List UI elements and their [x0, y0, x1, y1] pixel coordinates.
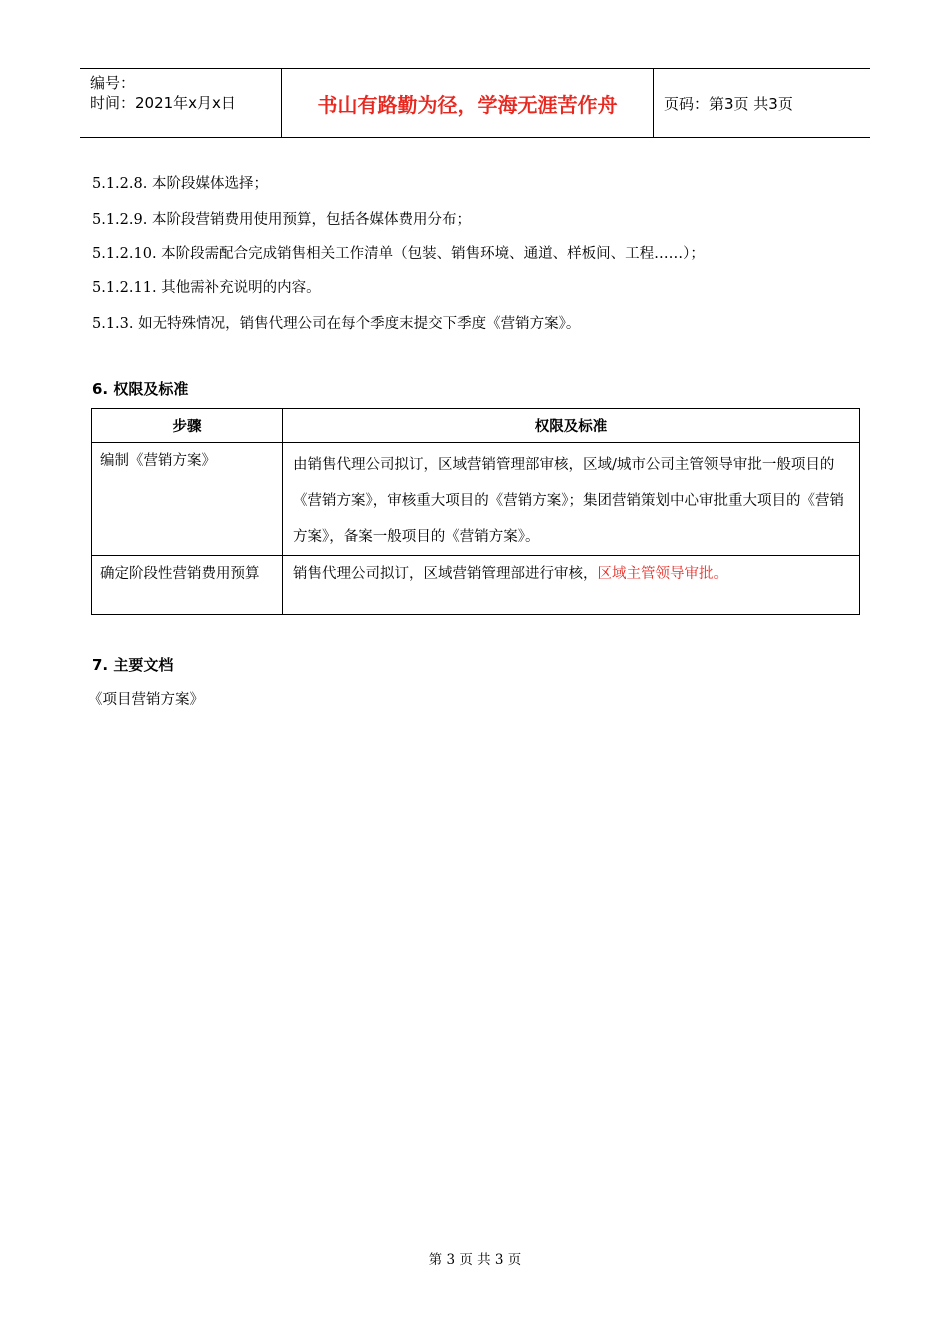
- page-header: [80, 68, 870, 138]
- row2-step: 确定阶段性营销费用预算: [92, 556, 283, 615]
- row2-authority-highlight: 区域主管领导审批。: [597, 566, 728, 582]
- header-motto: 书山有路勤为径，学海无涯苦作舟: [281, 69, 654, 137]
- clause-5-1-2-10: 5.1.2.10. 本阶段需配合完成销售相关工作清单（包装、销售环境、通道、样板间、工程……）；: [92, 246, 705, 262]
- row1-authority: 由销售代理公司拟订，区域营销管理部审核，区域/城市公司主管领导审批一般项目的《营销方案》，审核重大项目的《营销方案》；集团营销策划中心审批重大项目的《营销方案》，备案一般项目的《营销方案》。: [283, 443, 860, 556]
- number-label: 编号：: [90, 74, 136, 92]
- document-item: 《项目营销方案》: [88, 692, 204, 708]
- page-footer: 第 3 页 共 3 页: [428, 1252, 522, 1268]
- col-step-header: 步骤: [92, 409, 283, 443]
- table-row: [92, 443, 860, 556]
- clause-5-1-2-11: 5.1.2.11. 其他需补充说明的内容。: [92, 280, 321, 296]
- clause-5-1-3: 5.1.3. 如无特殊情况，销售代理公司在每个季度末提交下季度《营销方案》。: [92, 316, 581, 332]
- row2-authority-text: 销售代理公司拟订，区域营销管理部进行审核，: [293, 566, 598, 582]
- section-7-title: 7. 主要文档: [92, 656, 174, 674]
- clause-5-1-2-9: 5.1.2.9. 本阶段营销费用使用预算，包括各媒体费用分布；: [92, 212, 471, 228]
- table-header-row: [92, 409, 860, 443]
- table-row: [92, 556, 860, 615]
- row1-step: 编制《营销方案》: [92, 443, 283, 556]
- row2-authority: [283, 556, 860, 615]
- section-6-title: 6. 权限及标准: [92, 380, 189, 398]
- col-authority-header: 权限及标准: [283, 409, 860, 443]
- clause-5-1-2-8: 5.1.2.8. 本阶段媒体选择；: [92, 176, 268, 192]
- time-label: 时间：2021年x月x日: [90, 94, 236, 112]
- header-page-info: 页码：第3页 共3页: [664, 94, 793, 113]
- header-meta: [80, 69, 281, 137]
- authority-table: [91, 408, 860, 615]
